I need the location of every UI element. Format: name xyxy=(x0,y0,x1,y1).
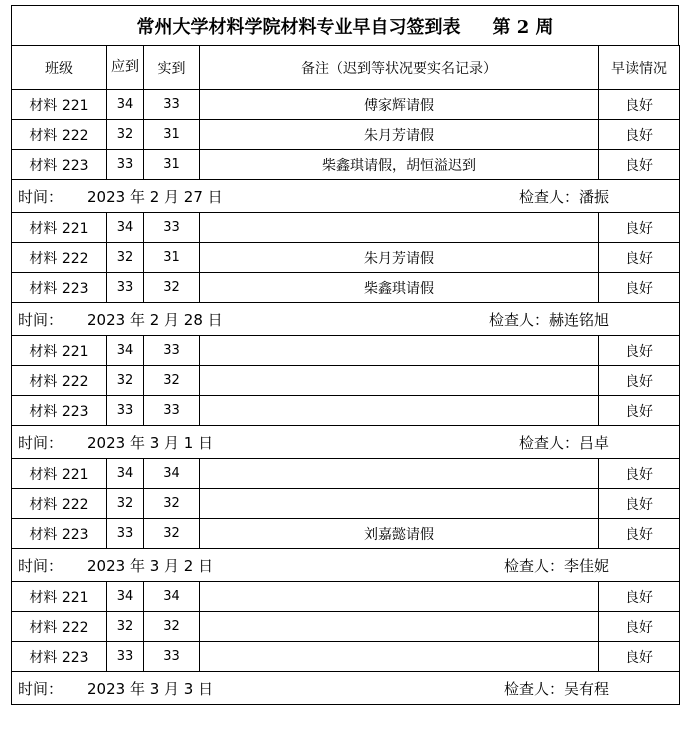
table-row xyxy=(12,336,680,366)
note-cell xyxy=(200,336,599,366)
actual-cell: 34 xyxy=(144,582,200,612)
time-row xyxy=(12,303,680,336)
time-left xyxy=(18,309,223,330)
time-row xyxy=(12,549,680,582)
table-row xyxy=(12,120,680,150)
time-row-content xyxy=(12,678,679,699)
actual-cell: 31 xyxy=(144,243,200,273)
date-value: 2023 年 3 月 3 日 xyxy=(87,679,214,698)
time-label: 时间： xyxy=(18,679,64,698)
actual-cell: 32 xyxy=(144,489,200,519)
status-cell: 良好 xyxy=(599,519,680,549)
time-row xyxy=(12,426,680,459)
class-cell: 材料 223 xyxy=(12,150,107,180)
class-cell: 材料 221 xyxy=(12,213,107,243)
expected-cell: 33 xyxy=(107,642,144,672)
header-actual: 实到 xyxy=(144,46,200,90)
table-row xyxy=(12,519,680,549)
status-cell: 良好 xyxy=(599,459,680,489)
time-label: 时间： xyxy=(18,310,64,329)
time-left xyxy=(18,432,213,453)
actual-cell: 33 xyxy=(144,213,200,243)
note-cell xyxy=(200,612,599,642)
class-cell: 材料 221 xyxy=(12,582,107,612)
status-cell: 良好 xyxy=(599,366,680,396)
expected-cell: 33 xyxy=(107,396,144,426)
date-value: 2023 年 3 月 1 日 xyxy=(87,433,214,452)
class-cell: 材料 222 xyxy=(12,243,107,273)
note-cell: 朱月芳请假 xyxy=(200,243,599,273)
note-cell xyxy=(200,459,599,489)
note-cell xyxy=(200,582,599,612)
expected-cell: 34 xyxy=(107,582,144,612)
time-row-content xyxy=(12,186,679,207)
note-cell xyxy=(200,396,599,426)
time-cell xyxy=(12,549,680,582)
inspector: 检查人：李佳妮 xyxy=(503,556,609,575)
status-cell: 良好 xyxy=(599,243,680,273)
expected-cell: 32 xyxy=(107,243,144,273)
note-cell xyxy=(200,213,599,243)
attendance-table xyxy=(11,45,680,705)
header-class: 班级 xyxy=(12,46,107,90)
actual-cell: 32 xyxy=(144,366,200,396)
expected-cell: 33 xyxy=(107,273,144,303)
time-row-content xyxy=(12,309,679,330)
week-label: 第 2 周 xyxy=(492,16,554,38)
actual-cell: 33 xyxy=(144,396,200,426)
note-cell xyxy=(200,489,599,519)
actual-cell: 34 xyxy=(144,459,200,489)
expected-cell: 32 xyxy=(107,366,144,396)
class-cell: 材料 221 xyxy=(12,336,107,366)
status-cell: 良好 xyxy=(599,396,680,426)
note-cell: 朱月芳请假 xyxy=(200,120,599,150)
status-cell: 良好 xyxy=(599,336,680,366)
expected-cell: 33 xyxy=(107,150,144,180)
inspector: 检查人：吕卓 xyxy=(518,433,609,452)
table-row xyxy=(12,642,680,672)
expected-cell: 34 xyxy=(107,336,144,366)
note-cell: 柴鑫琪请假，胡恒溢迟到 xyxy=(200,150,599,180)
class-cell: 材料 223 xyxy=(12,273,107,303)
note-cell xyxy=(200,642,599,672)
status-cell: 良好 xyxy=(599,273,680,303)
table-row xyxy=(12,396,680,426)
time-row xyxy=(12,180,680,213)
time-label: 时间： xyxy=(18,187,64,206)
time-cell xyxy=(12,426,680,459)
status-cell: 良好 xyxy=(599,582,680,612)
time-cell xyxy=(12,180,680,213)
time-label: 时间： xyxy=(18,556,64,575)
class-cell: 材料 221 xyxy=(12,90,107,120)
time-cell xyxy=(12,303,680,336)
note-cell: 傅家辉请假 xyxy=(200,90,599,120)
inspector: 检查人：赫连铭旭 xyxy=(488,310,609,329)
table-row xyxy=(12,612,680,642)
table-row xyxy=(12,273,680,303)
status-cell: 良好 xyxy=(599,213,680,243)
actual-cell: 32 xyxy=(144,273,200,303)
table-row xyxy=(12,90,680,120)
expected-cell: 34 xyxy=(107,459,144,489)
actual-cell: 31 xyxy=(144,150,200,180)
header-status: 早读情况 xyxy=(599,46,680,90)
status-cell: 良好 xyxy=(599,612,680,642)
class-cell: 材料 223 xyxy=(12,642,107,672)
status-cell: 良好 xyxy=(599,120,680,150)
time-left xyxy=(18,186,223,207)
table-row xyxy=(12,243,680,273)
inspector: 检查人：吴有程 xyxy=(503,679,609,698)
sheet-title xyxy=(11,5,679,45)
class-cell: 材料 222 xyxy=(12,120,107,150)
note-cell: 刘嘉懿请假 xyxy=(200,519,599,549)
class-cell: 材料 223 xyxy=(12,519,107,549)
header-expected: 应到 xyxy=(107,46,144,90)
time-row xyxy=(12,672,680,705)
table-row xyxy=(12,213,680,243)
table-row xyxy=(12,366,680,396)
time-left xyxy=(18,555,213,576)
status-cell: 良好 xyxy=(599,642,680,672)
actual-cell: 32 xyxy=(144,519,200,549)
class-cell: 材料 222 xyxy=(12,489,107,519)
table-row xyxy=(12,459,680,489)
time-cell xyxy=(12,672,680,705)
class-cell: 材料 222 xyxy=(12,366,107,396)
status-cell: 良好 xyxy=(599,90,680,120)
expected-cell: 33 xyxy=(107,519,144,549)
actual-cell: 33 xyxy=(144,336,200,366)
expected-cell: 32 xyxy=(107,120,144,150)
expected-cell: 32 xyxy=(107,489,144,519)
status-cell: 良好 xyxy=(599,150,680,180)
class-cell: 材料 223 xyxy=(12,396,107,426)
note-cell xyxy=(200,366,599,396)
inspector: 检查人：潘振 xyxy=(518,187,609,206)
expected-cell: 32 xyxy=(107,612,144,642)
class-cell: 材料 222 xyxy=(12,612,107,642)
expected-cell: 34 xyxy=(107,213,144,243)
actual-cell: 32 xyxy=(144,612,200,642)
table-row xyxy=(12,582,680,612)
header-note: 备注（迟到等状况要实名记录） xyxy=(200,46,599,90)
time-label: 时间： xyxy=(18,433,64,452)
actual-cell: 33 xyxy=(144,90,200,120)
status-cell: 良好 xyxy=(599,489,680,519)
date-value: 2023 年 2 月 27 日 xyxy=(87,187,223,206)
actual-cell: 31 xyxy=(144,120,200,150)
attendance-sheet xyxy=(11,5,679,705)
table-row xyxy=(12,150,680,180)
expected-cell: 34 xyxy=(107,90,144,120)
note-cell: 柴鑫琪请假 xyxy=(200,273,599,303)
class-cell: 材料 221 xyxy=(12,459,107,489)
table-row xyxy=(12,489,680,519)
header-row xyxy=(12,46,680,90)
actual-cell: 33 xyxy=(144,642,200,672)
date-value: 2023 年 2 月 28 日 xyxy=(87,310,223,329)
title-text: 常州大学材料学院材料专业早自习签到表 xyxy=(136,16,461,38)
time-left xyxy=(18,678,213,699)
date-value: 2023 年 3 月 2 日 xyxy=(87,556,214,575)
time-row-content xyxy=(12,432,679,453)
time-row-content xyxy=(12,555,679,576)
